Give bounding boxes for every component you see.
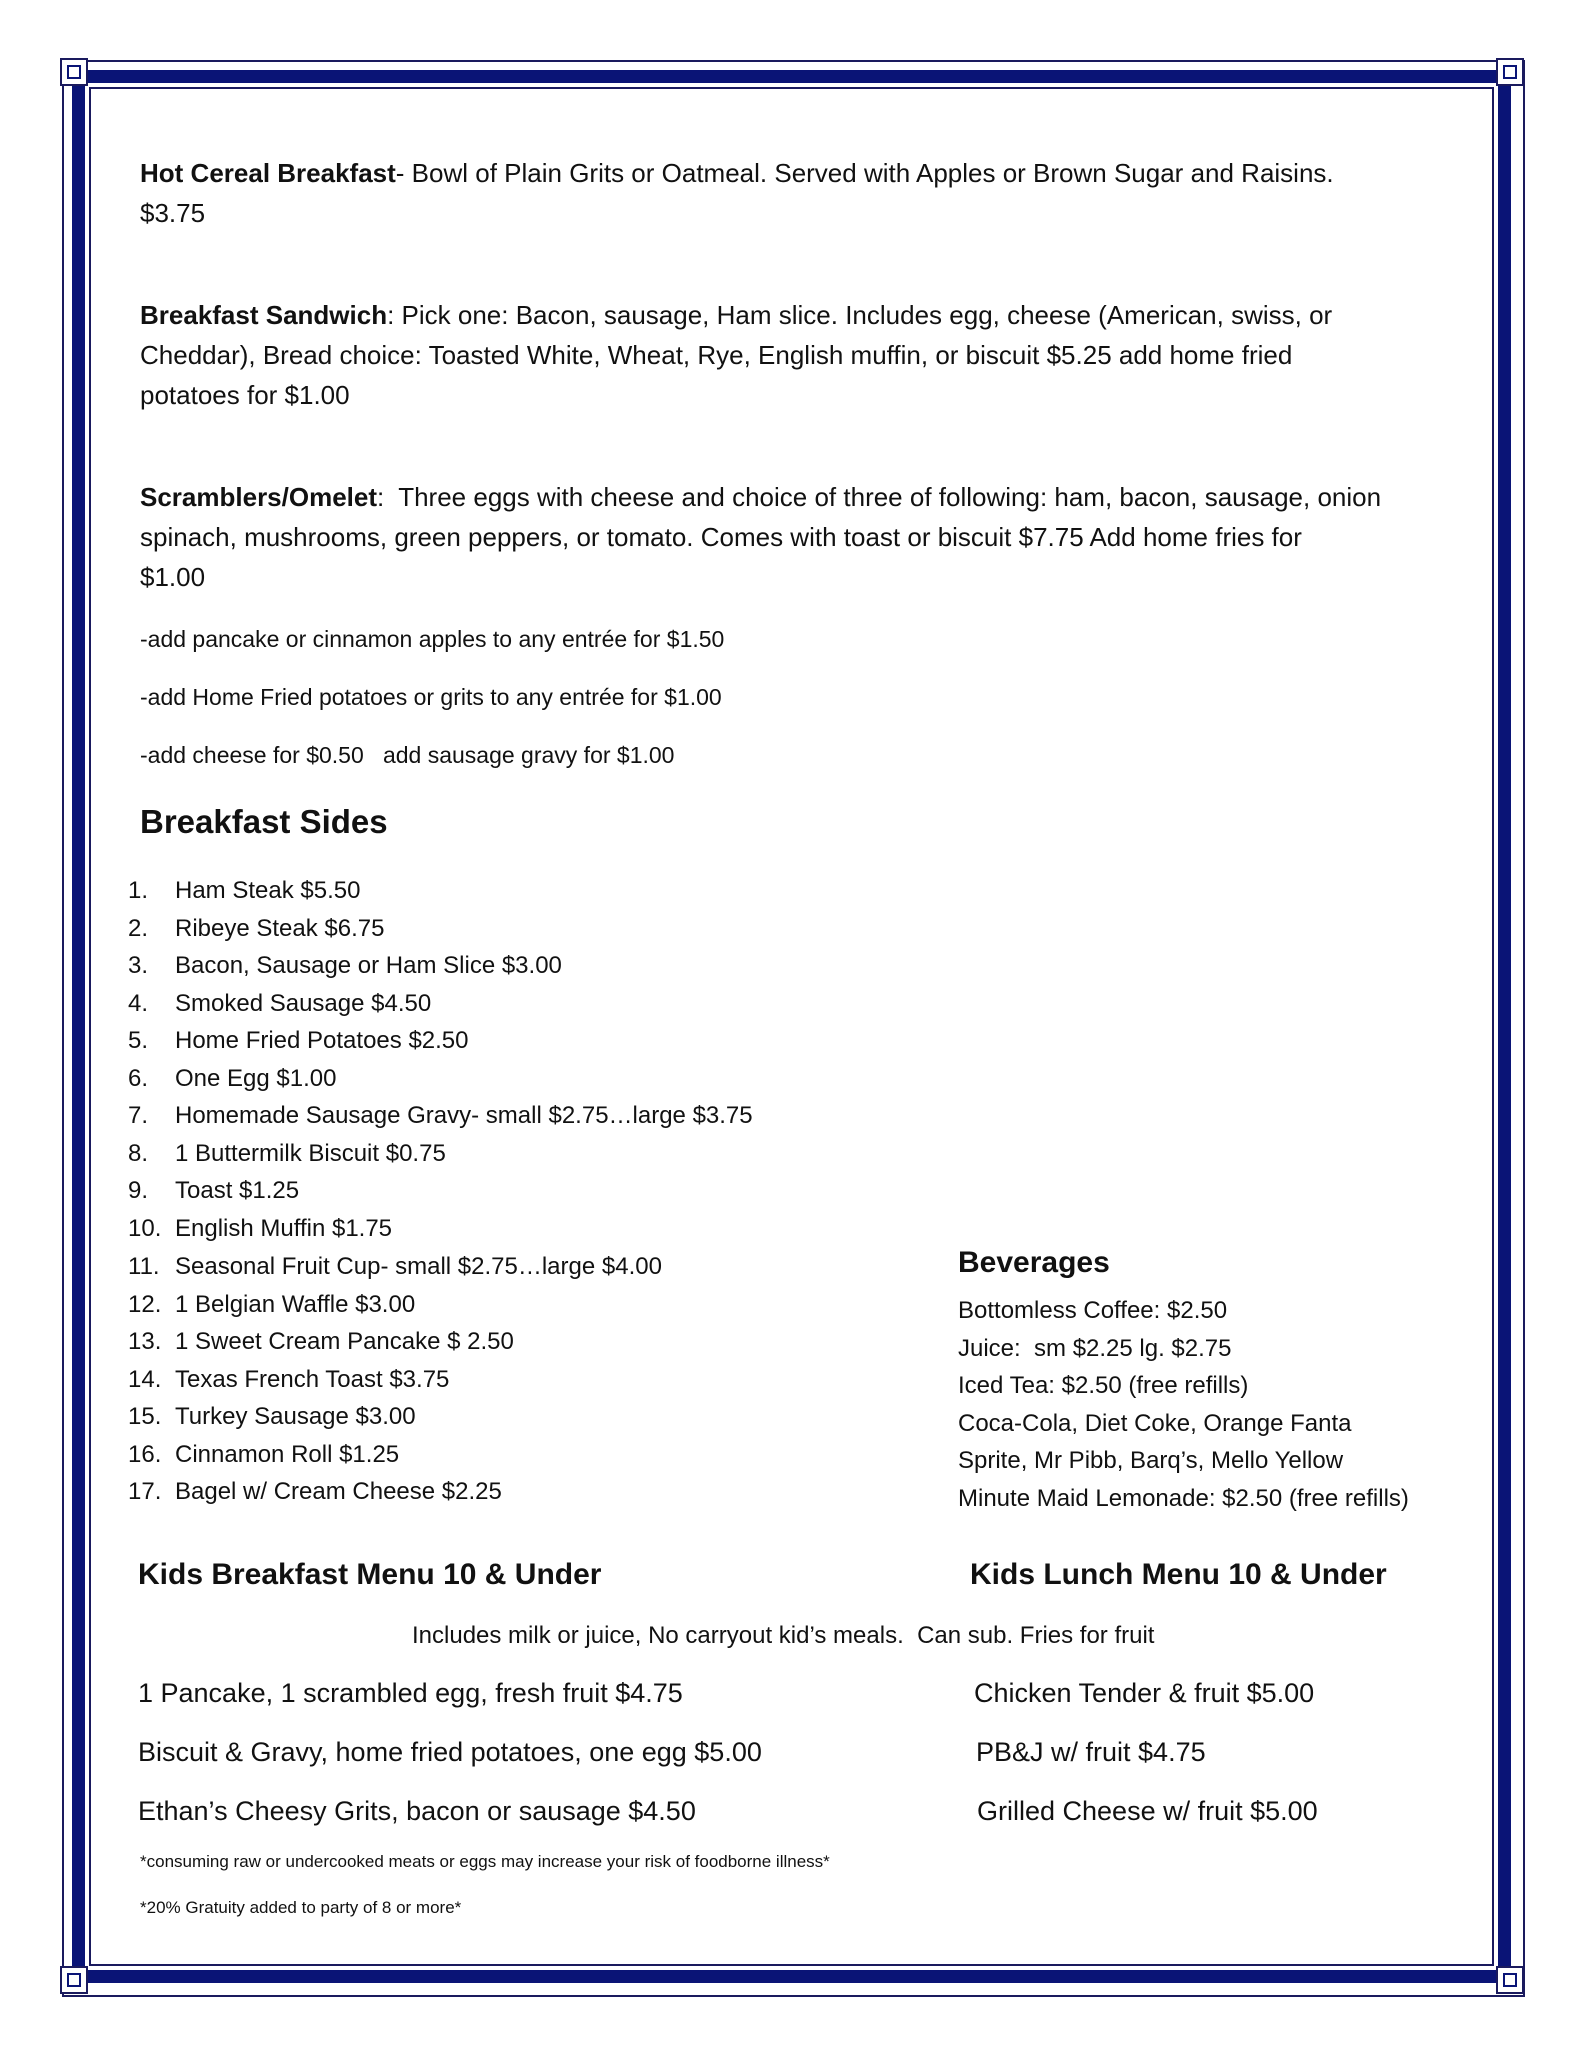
item-text: Toast $1.25 xyxy=(175,1177,300,1204)
item-text: Turkey Sausage $3.00 xyxy=(175,1403,416,1430)
list-item xyxy=(128,872,753,910)
item-text: 1 Belgian Waffle $3.00 xyxy=(175,1290,416,1318)
item-text: Bagel w/ Cream Cheese $2.25 xyxy=(175,1478,502,1505)
item-text: Homemade Sausage Gravy- small $2.75…large $3.75 xyxy=(175,1102,753,1129)
list-item xyxy=(128,1248,662,1286)
breakfast-sides-list xyxy=(128,872,753,1247)
scramblers-line-3: $1.00 xyxy=(140,562,206,592)
hot-cereal-description: Bowl of Plain Grits or Oatmeal. Served with Apples or Brown Sugar and Raisins. xyxy=(411,158,1334,188)
beverage-iced-tea: Iced Tea: $2.50 (free refills) xyxy=(958,1372,1249,1400)
item-number: 14. xyxy=(128,1365,162,1393)
scramblers-title: Scramblers/Omelet xyxy=(140,482,378,512)
item-text: Bacon, Sausage or Ham Slice $3.00 xyxy=(175,952,562,979)
item-number: 10. xyxy=(128,1214,162,1242)
addon-cheese-gravy: -add cheese for $0.50 add sausage gravy for $1.00 xyxy=(140,742,675,768)
item-number: 5. xyxy=(128,1027,149,1054)
item-text: 1 Sweet Cream Pancake $ 2.50 xyxy=(175,1328,514,1355)
breakfast-sides-list-continued xyxy=(128,1248,662,1511)
list-item: 1 Pancake, 1 scrambled egg, fresh fruit $4.75 xyxy=(138,1678,683,1708)
item-number: 9. xyxy=(128,1177,149,1204)
hot-cereal-price: $3.75 xyxy=(140,198,206,228)
list-item xyxy=(128,985,753,1023)
scramblers-item xyxy=(140,477,1480,597)
separator: - xyxy=(395,158,412,188)
item-number: 13. xyxy=(128,1328,162,1355)
item-number: 12. xyxy=(128,1290,162,1318)
item-number: 16. xyxy=(128,1440,162,1468)
item-number: 7. xyxy=(128,1102,149,1129)
kids-lunch-list xyxy=(974,1664,1318,1841)
beverage-juice: Juice: sm $2.25 lg. $2.75 xyxy=(958,1334,1232,1362)
sandwich-line-3: potatoes for $1.00 xyxy=(140,380,350,410)
list-item xyxy=(128,1172,753,1210)
item-number: 8. xyxy=(128,1139,149,1167)
scramblers-description: Three eggs with cheese and choice of three of following: ham, bacon, sausage, onion xyxy=(398,482,1382,512)
list-item xyxy=(128,910,753,948)
list-item xyxy=(128,1436,662,1474)
list-item xyxy=(128,1361,662,1399)
beverage-coffee: Bottomless Coffee: $2.50 xyxy=(958,1297,1228,1324)
item-number: 4. xyxy=(128,989,149,1017)
item-text: Texas French Toast $3.75 xyxy=(175,1365,450,1393)
gratuity-note: *20% Gratuity added to party of 8 or more* xyxy=(140,1898,462,1917)
list-item: Grilled Cheese w/ fruit $5.00 xyxy=(977,1796,1318,1826)
beverage-lemonade: Minute Maid Lemonade: $2.50 (free refills) xyxy=(958,1484,1409,1512)
corner-ornament-icon xyxy=(1496,58,1524,86)
list-item: PB&J w/ fruit $4.75 xyxy=(976,1737,1206,1767)
item-text: 1 Buttermilk Biscuit $0.75 xyxy=(175,1139,446,1167)
item-number: 6. xyxy=(128,1064,149,1092)
beverages-list xyxy=(958,1292,1409,1518)
scramblers-line-2: spinach, mushrooms, green peppers, or tomato. Comes with toast or biscuit $7.75 Add home fries for xyxy=(140,522,1302,552)
item-text: Ham Steak $5.50 xyxy=(175,877,361,904)
item-number: 15. xyxy=(128,1403,162,1430)
list-item xyxy=(128,1060,753,1098)
corner-ornament-icon xyxy=(1496,1966,1524,1994)
list-item xyxy=(128,1022,753,1060)
list-item xyxy=(128,1135,753,1173)
separator: : xyxy=(377,482,399,512)
scramblers-line-1 xyxy=(140,477,1480,517)
item-text: Smoked Sausage $4.50 xyxy=(175,989,432,1017)
breakfast-sides-heading: Breakfast Sides xyxy=(140,803,388,840)
list-item xyxy=(128,1286,662,1324)
hot-cereal-line-1 xyxy=(140,153,1334,193)
item-number: 1. xyxy=(128,877,149,904)
kids-breakfast-list xyxy=(138,1664,762,1841)
addon-potatoes: -add Home Fried potatoes or grits to any entrée for $1.00 xyxy=(140,684,722,710)
list-item xyxy=(128,1473,662,1511)
sandwich-line-2: Cheddar), Bread choice: Toasted White, Wheat, Rye, English muffin, or biscuit $5.25 add home fried xyxy=(140,340,1293,370)
item-text: One Egg $1.00 xyxy=(175,1064,337,1092)
kids-lunch-heading: Kids Lunch Menu 10 & Under xyxy=(970,1558,1387,1591)
kids-menu-note: Includes milk or juice, No carryout kid’s meals. Can sub. Fries for fruit xyxy=(412,1622,1155,1649)
item-number: 3. xyxy=(128,952,149,979)
item-number: 11. xyxy=(128,1253,160,1280)
item-number: 17. xyxy=(128,1478,162,1505)
item-text: Home Fried Potatoes $2.50 xyxy=(175,1027,469,1054)
sandwich-title: Breakfast Sandwich xyxy=(140,300,388,330)
breakfast-sandwich-item xyxy=(140,295,1332,415)
beverage-sodas-1: Coca-Cola, Diet Coke, Orange Fanta xyxy=(958,1409,1352,1437)
item-text: Ribeye Steak $6.75 xyxy=(175,914,385,942)
list-item: Ethan’s Cheesy Grits, bacon or sausage $4.50 xyxy=(138,1796,696,1826)
item-text: Seasonal Fruit Cup- small $2.75…large $4.00 xyxy=(175,1253,662,1280)
list-item xyxy=(128,1097,753,1135)
food-safety-warning: *consuming raw or undercooked meats or eggs may increase your risk of foodborne illness* xyxy=(140,1852,830,1871)
list-item xyxy=(128,947,753,985)
hot-cereal-item xyxy=(140,153,1334,233)
sandwich-description: Pick one: Bacon, sausage, Ham slice. Includes egg, cheese (American, swiss, or xyxy=(401,300,1333,330)
list-item xyxy=(128,1398,662,1436)
hot-cereal-title: Hot Cereal Breakfast xyxy=(140,158,396,188)
list-item xyxy=(128,1323,662,1361)
addon-pancake: -add pancake or cinnamon apples to any entrée for $1.50 xyxy=(140,626,725,652)
list-item: Biscuit & Gravy, home fried potatoes, one egg $5.00 xyxy=(138,1737,762,1767)
list-item xyxy=(128,1210,753,1248)
beverage-sodas-2: Sprite, Mr Pibb, Barq’s, Mello Yellow xyxy=(958,1447,1344,1475)
corner-ornament-icon xyxy=(60,58,88,86)
item-number: 2. xyxy=(128,914,149,942)
list-item: Chicken Tender & fruit $5.00 xyxy=(974,1678,1315,1708)
item-text: English Muffin $1.75 xyxy=(175,1214,393,1242)
item-text: Cinnamon Roll $1.25 xyxy=(175,1440,400,1468)
sandwich-line-1 xyxy=(140,295,1332,335)
corner-ornament-icon xyxy=(60,1966,88,1994)
separator: : xyxy=(387,300,402,330)
beverages-heading: Beverages xyxy=(958,1246,1110,1279)
kids-breakfast-heading: Kids Breakfast Menu 10 & Under xyxy=(138,1558,602,1591)
